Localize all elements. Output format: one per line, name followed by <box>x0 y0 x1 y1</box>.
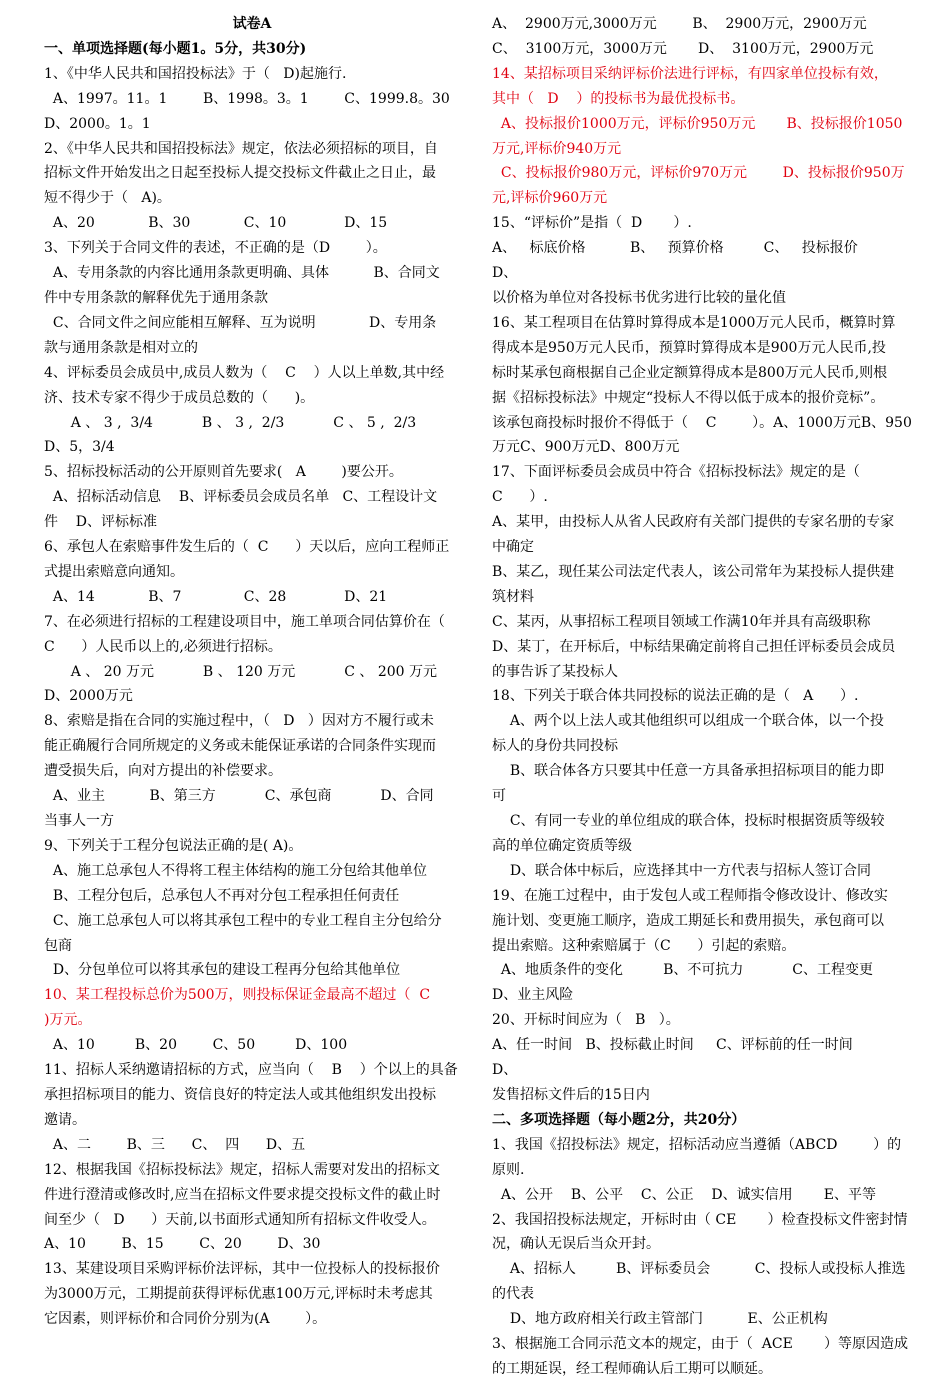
text-line: A、任一时间 B、投标截止时间 C、评标前的任一时间 D、 <box>492 1037 889 1079</box>
text-line: D、某丁，在开标后，中标结果确定前将自己担任评标委员会成员 <box>492 638 896 655</box>
text-line: 筑材料 <box>492 588 534 605</box>
text-line: 提出索赔。这种索赔属于（C ）引起的索赔。 <box>492 937 796 954</box>
text-line: 以价格为单位对各投标书优劣进行比较的量化值 <box>492 289 786 306</box>
text-line: 3、根据施工合同示范文本的规定，由于（ ACE ）等原因造成 <box>492 1336 908 1353</box>
text-line: 元,评标价960万元 <box>492 190 608 207</box>
text-line: 5、招标投标活动的公开原则首先要求( A )要公开。 <box>44 464 403 481</box>
text-line: 7、在必须进行招标的工程建设项目中，施工单项合同估算价在（ <box>44 613 445 630</box>
text-line: C ）人民币以上的,必须进行招标。 <box>44 638 282 655</box>
text-line: 发售招标文件后的15日内 <box>492 1086 650 1103</box>
text-line: A、20 B、30 C、10 D、15 <box>44 215 388 232</box>
text-line: 2、《中华人民共和国招投标法》规定，依法必须招标的项目，自 <box>44 140 438 157</box>
text-line: B、工程分包后，总承包人不再对分包工程承担任何责任 <box>44 887 400 904</box>
text-line: 据《招标投标法》中规定“投标人不得以低于成本的报价竞标”。 <box>492 389 885 406</box>
left-column <box>44 12 460 1332</box>
text-line: 件进行澄清或修改时,应当在招标文件要求提交投标文件的截止时 <box>44 1186 441 1203</box>
text-line: 1、我国《招投标法》规定，招标活动应当遵循（ABCD ）的 <box>492 1136 902 1153</box>
text-line: 标时某承包商根据自己企业定额算得成本是800万元人民币,则根 <box>492 364 888 381</box>
text-line: A、 标底价格 B、 预算价格 C、 投标报价 D、 <box>492 240 903 282</box>
text-line: 3、下列关于合同文件的表述，不正确的是（D ）。 <box>44 240 387 257</box>
text-line: 1、《中华人民共和国招投标法》于（ D)起施行. <box>44 65 347 82</box>
text-line: A 、 20 万元 B 、 120 万元 C 、 200 万元 <box>44 663 438 680</box>
right-column <box>492 12 912 1382</box>
text-line: A 、 3 , 3/4 B 、 3 , 2/3 C 、 5 , 2/3 <box>44 414 417 431</box>
text-line: C、合同文件之间应能相互解释、互为说明 D、专用条 <box>44 314 437 331</box>
text-line: 万元,评标价940万元 <box>492 140 622 157</box>
text-line: 4、评标委员会成员中,成员人数为（ C ）人以上单数,其中经 <box>44 364 445 381</box>
text-line: 能正确履行合同所规定的义务或未能保证承诺的合同条件实现而 <box>44 738 436 755</box>
text-line: 件中专用条款的解释优先于通用条款 <box>44 289 268 306</box>
text-line: C、施工总承包人可以将其承包工程中的专业工程自主分包给分 <box>44 912 442 929</box>
text-line: C ）. <box>492 489 548 506</box>
text-line: 高的单位确定资质等级 <box>492 837 632 854</box>
text-line: 2、我国招投标法规定，开标时由（ CE ）检查投标文件密封情 <box>492 1211 908 1228</box>
text-line: 它因素，则评标价和合同价分别为(A ）。 <box>44 1311 327 1328</box>
text-line: 况，确认无误后当众开封。 <box>492 1236 660 1253</box>
text-line: A、某甲，由投标人从省人民政府有关部门提供的专家名册的专家 <box>492 514 895 531</box>
text-line: 的代表 <box>492 1286 534 1303</box>
text-line: 为3000万元，工期提前获得评标优惠100万元,评标时未考虑其 <box>44 1286 433 1303</box>
text-line: 17、下面评标委员会成员中符合《招标投标法》规定的是（ <box>492 464 860 481</box>
text-line: A、两个以上法人或其他组织可以组成一个联合体，以一个投 <box>492 713 884 730</box>
text-line: 遭受损失后，向对方提出的补偿要求。 <box>44 763 282 780</box>
text-line: A、二 B、三 C、 四 D、五 <box>44 1136 306 1153</box>
text-line: D、联合体中标后，应选择其中一方代表与招标人签订合同 <box>492 862 872 879</box>
text-line: B、联合体各方只要其中任意一方具备承担招标项目的能力即 <box>492 763 885 780</box>
text-line: 该承包商投标时报价不得低于（ C ）。A、1000万元B、950 <box>492 414 912 431</box>
text-line: C、有同一专业的单位组成的联合体，投标时根据资质等级较 <box>492 813 885 829</box>
text-line: 15、“评标价”是指（ D ）. <box>492 215 692 232</box>
text-line: 19、在施工过程中，由于发包人或工程师指令修改设计、修改实 <box>492 887 888 904</box>
text-line: 中确定 <box>492 539 534 556</box>
text-line: 二、多项选择题（每小题2分，共20分） <box>492 1111 746 1128</box>
text-line: 款与通用条款是相对立的 <box>44 339 198 356</box>
text-line: 6、承包人在索赔事件发生后的（ C ）天以后，应向工程师正 <box>44 539 450 556</box>
text-line: 原则. <box>492 1161 525 1178</box>
text-line: 其中（ D ）的投标书为最优投标书。 <box>492 90 745 107</box>
text-line: 一、单项选择题(每小题1。5分，共30分) <box>44 40 307 57</box>
text-line: 18、下列关于联合体共同投标的说法正确的是（ A ）. <box>492 688 859 705</box>
text-line: C、 3100万元，3000万元 D、 3100万元，2900万元 <box>492 40 874 57</box>
text-line: A、10 B、15 C、20 D、30 <box>44 1236 321 1253</box>
text-line: D、2000。1。1 <box>44 115 151 132</box>
text-line: B、某乙，现任某公司法定代表人，该公司常年为某投标人提供建 <box>492 563 895 580</box>
text-line: A、1997。11。1 B、1998。3。1 C、1999.8。30 <box>44 90 450 107</box>
text-line: 短不得少于（ A)。 <box>44 190 171 207</box>
text-line: C、某丙，从事招标工程项目领域工作满10年并具有高级职称 <box>492 613 871 630</box>
text-line: A、10 B、20 C、50 D、100 <box>44 1037 348 1054</box>
text-line: D、5，3/4 <box>44 439 115 456</box>
text-line: A、招标人 B、评标委员会 C、投标人或投标人推选 <box>492 1261 906 1278</box>
text-line: A、地质条件的变化 B、不可抗力 C、工程变更 <box>492 962 874 979</box>
text-line: A、施工总承包人不得将工程主体结构的施工分包给其他单位 <box>44 862 428 879</box>
text-line: A、招标活动信息 B、评标委员会成员名单 C、工程设计文 <box>44 489 438 506</box>
text-line: 标人的身份共同投标 <box>492 738 618 755</box>
text-line: A、专用条款的内容比通用条款更明确、具体 B、合同文 <box>44 265 440 282</box>
text-line: 招标文件开始发出之日起至投标人提交投标文件截止之日止，最 <box>44 165 436 182</box>
text-line: 当事人一方 <box>44 813 114 829</box>
text-line: 的工期延误，经工程师确认后工期可以顺延。 <box>492 1360 772 1377</box>
text-line: D、2000万元 <box>44 688 133 705</box>
text-line: 万元C、900万元D、800万元 <box>492 439 680 456</box>
text-line: 邀请。 <box>44 1111 86 1128</box>
text-line: 20、开标时间应为（ B ）。 <box>492 1012 680 1029</box>
text-line: 可 <box>492 788 506 805</box>
text-line: 式提出索赔意向通知。 <box>44 563 184 580</box>
text-line: 施计划、变更施工顺序，造成工期延长和费用损失，承包商可以 <box>492 912 884 929</box>
text-line: A、业主 B、第三方 C、承包商 D、合同 <box>44 788 434 805</box>
text-line: 16、某工程项目在估算时算得成本是1000万元人民币，概算时算 <box>492 314 896 331</box>
text-line: 8、索赔是指在合同的实施过程中，（ D ）因对方不履行或未 <box>44 713 434 730</box>
text-line: D、地方政府相关行政主管部门 E、公正机构 <box>492 1311 828 1328</box>
text-line: A、公开 B、公平 C、公正 D、诚实信用 E、平等 <box>492 1186 877 1203</box>
text-line: 济、技术专家不得少于成员总数的（ )。 <box>44 389 315 406</box>
text-line: D、业主风险 <box>492 987 574 1004</box>
text-line: A、14 B、7 C、28 D、21 <box>44 588 388 605</box>
text-line: A、 2900万元,3000万元 B、 2900万元，2900万元 <box>492 16 867 32</box>
text-line: A、投标报价1000万元，评标价950万元 B、投标报价1050 <box>492 115 903 132</box>
text-line: 承担招标项目的能力、资信良好的特定法人或其他组织发出投标 <box>44 1086 436 1103</box>
text-line: 间至少（ D ）天前,以书面形式通知所有招标文件收受人。 <box>44 1211 436 1228</box>
text-line: 10、某工程投标总价为500万，则投标保证金最高不超过（ C <box>44 987 431 1004</box>
text-line: )万元。 <box>44 1012 92 1029</box>
text-line: 包商 <box>44 937 72 954</box>
text-line: 件 D、评标标准 <box>44 514 158 531</box>
text-line: 13、某建设项目采购评标价法评标，其中一位投标人的投标报价 <box>44 1261 440 1278</box>
text-line: 得成本是950万元人民币，预算时算得成本是900万元人民币,投 <box>492 339 886 356</box>
text-line: D、分包单位可以将其承包的建设工程再分包给其他单位 <box>44 962 401 979</box>
text-line: C、投标报价980万元，评标价970万元 D、投标报价950万 <box>492 165 905 182</box>
text-line: 12、根据我国《招标投标法》规定，招标人需要对发出的招标文 <box>44 1161 440 1178</box>
text-line: 14、某招标项目采纳评标价法进行评标，有四家单位投标有效， <box>492 65 888 82</box>
text-line: 9、下列关于工程分包说法正确的是( A)。 <box>44 837 303 854</box>
text-line: 11、招标人采纳邀请招标的方式，应当向（ B ）个以上的具备 <box>44 1062 458 1079</box>
text-line: 的事告诉了某投标人 <box>492 663 618 680</box>
text-line: 试卷A <box>232 16 272 32</box>
